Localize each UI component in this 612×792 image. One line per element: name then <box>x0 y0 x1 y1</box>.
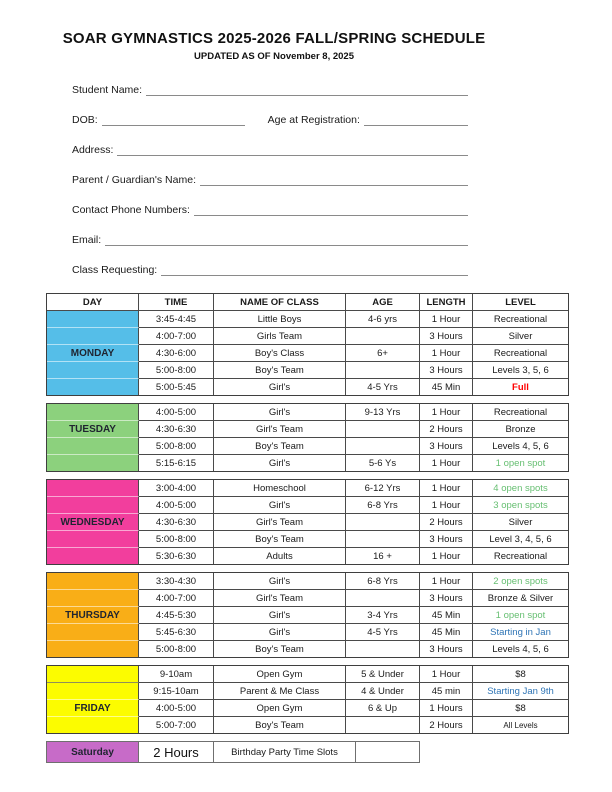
length-cell: 3 Hours <box>420 362 473 379</box>
day-cell-friday <box>47 683 139 700</box>
column-header: DAY <box>47 294 139 311</box>
time-cell: 9:15-10am <box>139 683 214 700</box>
age-cell: 6-12 Yrs <box>346 480 420 497</box>
day-cell-tuesday: TUESDAY <box>47 421 139 438</box>
length-cell: 2 Hours <box>420 514 473 531</box>
table-row <box>47 700 568 717</box>
length-cell: 1 Hour <box>420 548 473 564</box>
column-header: NAME OF CLASS <box>214 294 346 311</box>
page-subtitle: UPDATED AS OF November 8, 2025 <box>194 51 354 62</box>
class-name-cell: Boy's Class <box>214 345 346 362</box>
time-cell: 4:30-6:30 <box>139 421 214 438</box>
contact-phone-line <box>194 206 468 216</box>
length-cell: 1 Hour <box>420 404 473 421</box>
level-cell: Level 3, 4, 5, 6 <box>473 531 568 548</box>
level-cell: Recreational <box>493 550 548 562</box>
length-cell: 45 Min <box>420 607 473 624</box>
schedule-block-saturday <box>46 741 420 763</box>
level-cell: Starting in Jan <box>473 624 568 641</box>
class-name-cell: Boy's Team <box>214 641 346 657</box>
time-cell: 5:00-8:00 <box>139 438 214 455</box>
class-name-cell: Girl's <box>214 404 346 421</box>
level-cell: Recreational <box>473 311 568 328</box>
email-field <box>72 233 468 246</box>
class-name-cell: Little Boys <box>214 311 346 328</box>
age-cell <box>346 362 420 379</box>
age-cell <box>346 421 420 438</box>
day-cell-tuesday <box>47 404 139 421</box>
address-field <box>72 143 468 156</box>
time-cell: 4:00-7:00 <box>139 328 214 345</box>
level-cell: $8 <box>473 666 568 683</box>
column-header: AGE <box>346 294 420 311</box>
class-name-cell: Girls Team <box>214 328 346 345</box>
table-header-row <box>47 294 568 311</box>
level-cell: Levels 4, 5, 6 <box>492 643 549 655</box>
length-cell: 2 Hours <box>139 742 214 762</box>
age-cell: 3-4 Yrs <box>346 607 420 624</box>
page-header <box>46 30 502 62</box>
length-cell: 1 Hour <box>420 311 473 328</box>
table-row <box>47 379 568 395</box>
time-cell: 5:00-5:45 <box>139 379 214 395</box>
level-cell: Bronze <box>473 421 568 438</box>
column-header: LENGTH <box>420 294 473 311</box>
schedule-block-monday <box>46 293 569 396</box>
email-label: Email: <box>72 234 102 246</box>
time-cell: 4:00-5:00 <box>139 700 214 717</box>
age-cell <box>346 641 420 657</box>
day-cell-friday: FRIDAY <box>47 700 139 717</box>
dob-line <box>102 116 245 126</box>
class-name-cell: Parent & Me Class <box>214 683 346 700</box>
class-name-cell: Girl's <box>214 607 346 624</box>
table-row <box>47 362 568 379</box>
class-name-cell: Open Gym <box>214 666 346 683</box>
table-row <box>47 514 568 531</box>
class-name-cell: Girl's <box>214 573 346 590</box>
age-cell <box>346 590 420 607</box>
age-cell: 4-5 Yrs <box>346 624 420 641</box>
level-cell: 3 open spots <box>473 497 568 514</box>
schedule-block-friday <box>46 665 569 734</box>
time-cell: 3:45-4:45 <box>139 311 214 328</box>
level-cell: Recreational <box>473 404 568 421</box>
length-cell: 2 Hours <box>420 421 473 438</box>
class-name-cell: Adults <box>214 548 346 564</box>
time-cell: 3:30-4:30 <box>139 573 214 590</box>
level-cell: Levels 3, 5, 6 <box>473 362 568 379</box>
level-cell: Full <box>512 381 529 393</box>
age-at-registration-line <box>364 116 468 126</box>
day-cell-wednesday <box>47 497 139 514</box>
age-cell: 16 + <box>346 548 420 564</box>
time-cell: 9-10am <box>139 666 214 683</box>
day-cell-monday <box>47 328 139 345</box>
time-cell: 5:30-6:30 <box>139 548 214 564</box>
age-cell: 6-8 Yrs <box>346 573 420 590</box>
class-name-cell: Boy's Team <box>214 362 346 379</box>
time-cell: 5:00-7:00 <box>139 717 214 733</box>
table-row <box>47 717 568 733</box>
age-cell <box>346 438 420 455</box>
day-cell-tuesday <box>47 455 139 471</box>
student-name-label: Student Name: <box>72 84 143 96</box>
table-row <box>47 641 568 657</box>
age-cell: 4-6 yrs <box>346 311 420 328</box>
time-cell: 5:15-6:15 <box>139 455 214 471</box>
time-cell: 4:00-5:00 <box>139 404 214 421</box>
length-cell: 3 Hours <box>420 438 473 455</box>
student-name-line <box>146 86 468 96</box>
table-row <box>47 666 568 683</box>
level-cell: 1 open spot <box>473 607 568 624</box>
length-cell: 1 Hour <box>420 666 473 683</box>
class-requesting-field <box>72 263 468 276</box>
dob-label: DOB: <box>72 114 98 126</box>
table-row <box>47 548 568 564</box>
time-cell: 4:00-5:00 <box>139 497 214 514</box>
parent-guardian-line <box>200 176 468 186</box>
parent-guardian-label: Parent / Guardian's Name: <box>72 174 196 186</box>
age-cell: 6-8 Yrs <box>346 497 420 514</box>
student-name-field <box>72 83 468 96</box>
length-cell: 1 Hour <box>420 573 473 590</box>
age-at-registration-label: Age at Registration: <box>267 114 360 126</box>
day-cell-monday: MONDAY <box>47 345 139 362</box>
class-name-cell: Girl's Team <box>214 514 346 531</box>
day-cell-monday <box>47 362 139 379</box>
level-cell: Levels 4, 5, 6 <box>473 438 568 455</box>
time-cell: 3:00-4:00 <box>139 480 214 497</box>
age-cell <box>346 514 420 531</box>
length-cell: 3 Hours <box>420 590 473 607</box>
length-cell: 1 Hour <box>420 497 473 514</box>
time-cell: 4:30-6:00 <box>139 345 214 362</box>
age-cell <box>346 328 420 345</box>
day-cell-tuesday <box>47 438 139 455</box>
contact-phone-label: Contact Phone Numbers: <box>72 204 190 216</box>
address-label: Address: <box>72 144 114 156</box>
class-name-cell: Girl's <box>214 497 346 514</box>
day-cell-thursday <box>47 641 139 657</box>
parent-guardian-field <box>72 173 468 186</box>
table-row <box>47 421 568 438</box>
length-cell: 1 Hour <box>420 345 473 362</box>
day-cell-wednesday <box>47 531 139 548</box>
table-row <box>47 683 568 700</box>
age-cell: 4 & Under <box>346 683 420 700</box>
length-cell: 3 Hours <box>420 328 473 345</box>
level-cell: $8 <box>473 700 568 717</box>
table-row <box>47 607 568 624</box>
level-cell: Silver <box>473 328 568 345</box>
contact-phone-field <box>72 203 468 216</box>
level-cell: 1 open spot <box>495 457 546 469</box>
level-cell: Starting Jan 9th <box>473 683 568 700</box>
class-name-cell: Open Gym <box>214 700 346 717</box>
column-header: LEVEL <box>473 294 568 311</box>
length-cell: 3 Hours <box>420 641 473 657</box>
day-cell-thursday: THURSDAY <box>47 607 139 624</box>
class-name-cell: Girl's Team <box>214 590 346 607</box>
day-cell-thursday <box>47 624 139 641</box>
time-cell: 4:30-6:30 <box>139 514 214 531</box>
schedule-tables <box>46 293 612 763</box>
email-line <box>105 236 468 246</box>
class-name-cell: Girl's <box>214 379 346 395</box>
level-cell: Bronze & Silver <box>473 590 568 607</box>
day-cell-monday <box>47 311 139 328</box>
level-cell: Silver <box>473 514 568 531</box>
dob-age-field <box>72 113 468 126</box>
table-row <box>47 455 568 471</box>
time-cell: 5:45-6:30 <box>139 624 214 641</box>
table-row <box>47 497 568 514</box>
table-row <box>47 345 568 362</box>
table-row <box>47 328 568 345</box>
day-cell-wednesday <box>47 548 139 564</box>
length-cell: 45 Min <box>420 624 473 641</box>
length-cell: 45 min <box>420 683 473 700</box>
age-cell: 5 & Under <box>346 666 420 683</box>
length-cell: 2 Hours <box>420 717 473 733</box>
length-cell: 1 Hour <box>420 455 473 471</box>
time-cell: 4:00-7:00 <box>139 590 214 607</box>
day-cell-wednesday <box>47 480 139 497</box>
age-cell: 9-13 Yrs <box>346 404 420 421</box>
class-name-cell: Homeschool <box>214 480 346 497</box>
table-row <box>47 311 568 328</box>
class-name-cell: Birthday Party Time Slots <box>214 742 356 762</box>
level-cell: 4 open spots <box>473 480 568 497</box>
class-name-cell: Boy's Team <box>214 438 346 455</box>
level-cell: Recreational <box>473 345 568 362</box>
level-cell: 2 open spots <box>473 573 568 590</box>
time-cell: 4:45-5:30 <box>139 607 214 624</box>
class-requesting-line <box>161 266 468 276</box>
day-cell-thursday <box>47 590 139 607</box>
day-cell-saturday: Saturday <box>47 742 139 762</box>
level-cell: All Levels <box>503 720 538 730</box>
age-cell: 4-5 Yrs <box>346 379 420 395</box>
day-cell-friday <box>47 717 139 733</box>
time-cell: 5:00-8:00 <box>139 641 214 657</box>
age-cell: 5-6 Ys <box>346 455 420 471</box>
length-cell: 1 Hour <box>420 480 473 497</box>
table-row <box>47 438 568 455</box>
empty-cell <box>356 742 419 762</box>
time-cell: 5:00-8:00 <box>139 531 214 548</box>
age-cell <box>346 717 420 733</box>
schedule-block-wednesday <box>46 479 569 565</box>
day-cell-friday <box>47 666 139 683</box>
class-name-cell: Girl's <box>214 455 346 471</box>
day-cell-wednesday: WEDNESDAY <box>47 514 139 531</box>
column-header: TIME <box>139 294 214 311</box>
day-cell-monday <box>47 379 139 395</box>
age-cell: 6 & Up <box>346 700 420 717</box>
age-cell <box>346 531 420 548</box>
class-name-cell: Boy's Team <box>214 531 346 548</box>
page-title: SOAR GYMNASTICS 2025-2026 FALL/SPRING SCHEDULE <box>62 30 486 47</box>
time-cell: 5:00-8:00 <box>139 362 214 379</box>
schedule-block-thursday <box>46 572 569 658</box>
table-row <box>47 624 568 641</box>
table-row <box>47 590 568 607</box>
table-row <box>47 742 419 762</box>
day-cell-thursday <box>47 573 139 590</box>
length-cell: 45 Min <box>420 379 473 395</box>
class-name-cell: Girl's <box>214 624 346 641</box>
schedule-block-tuesday <box>46 403 569 472</box>
registration-form <box>72 83 468 276</box>
table-row <box>47 573 568 590</box>
class-name-cell: Girl's Team <box>214 421 346 438</box>
address-line <box>117 146 468 156</box>
age-cell: 6+ <box>346 345 420 362</box>
length-cell: 1 Hours <box>420 700 473 717</box>
table-row <box>47 480 568 497</box>
table-row <box>47 404 568 421</box>
length-cell: 3 Hours <box>420 531 473 548</box>
class-requesting-label: Class Requesting: <box>72 264 158 276</box>
class-name-cell: Boy's Team <box>214 717 346 733</box>
table-row <box>47 531 568 548</box>
